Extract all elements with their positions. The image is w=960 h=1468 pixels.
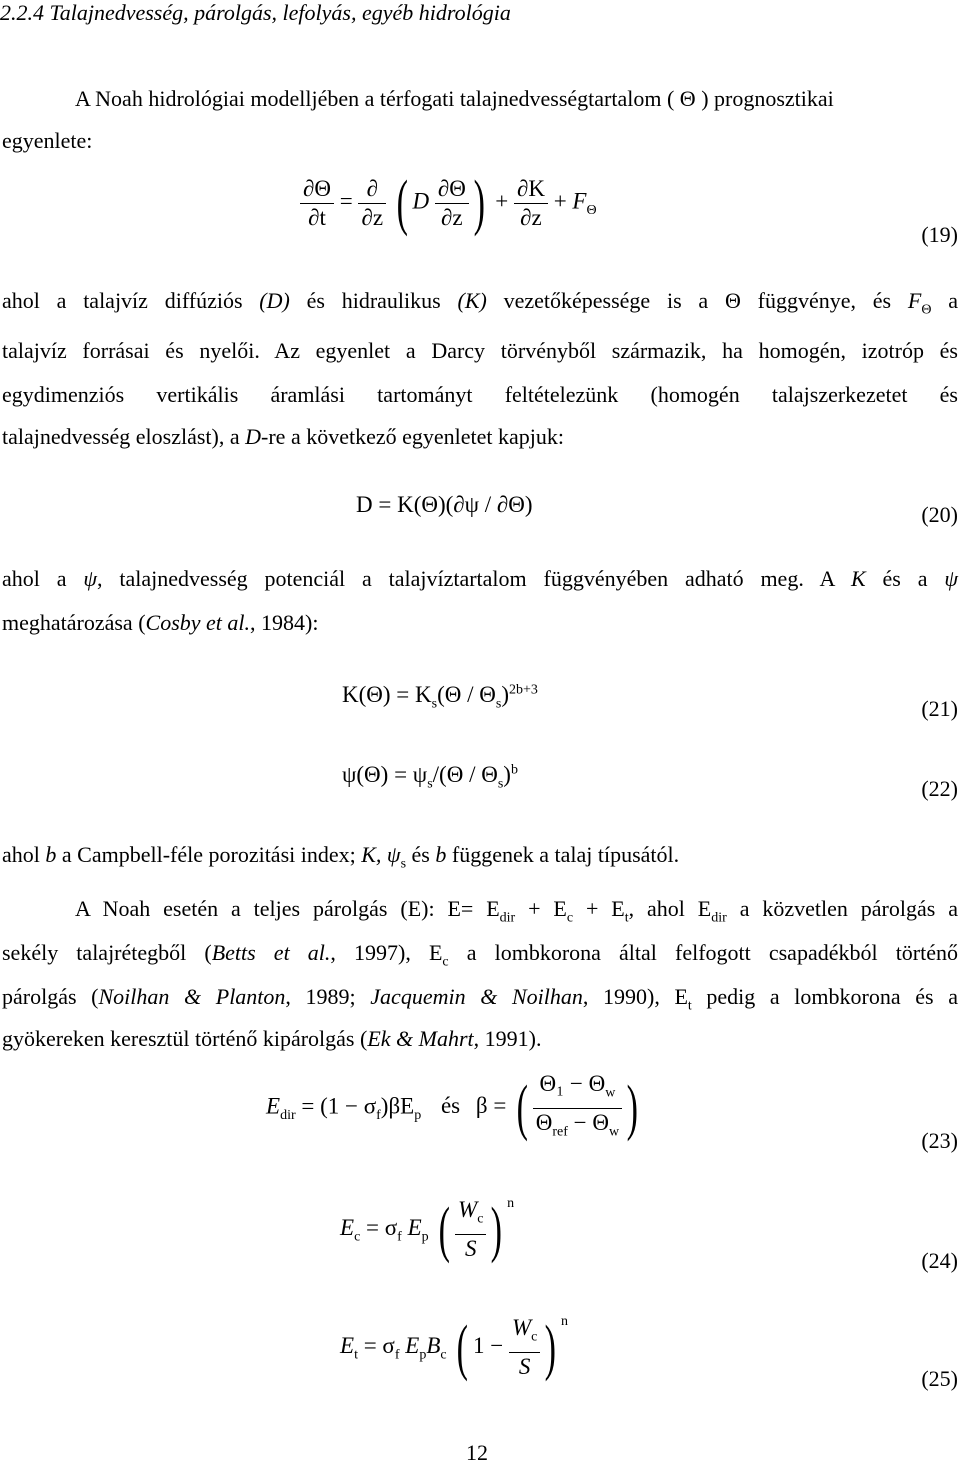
equation-20: D = K(Θ)(∂ψ / ∂Θ) xyxy=(356,492,533,517)
equation-19: $\frac{\partial\Theta}{\partial t}$ = $\frac{\partial}{\partial z}$ ( D $\frac{\partial\Theta}{\partial z}$ ) + $\frac{\partial K}{\partial z}$ + $F_\Theta$ xyxy=(300,172,597,234)
eq24-fraction: $\frac{W_c}{S}$ xyxy=(455,1196,486,1263)
equation-24: $E_c = \sigma_f$ $E_p$ ( $\frac{W_c}{S}$ ) $^n$ xyxy=(340,1195,515,1264)
eq25-fraction: $\frac{W_c}{S}$ xyxy=(509,1314,540,1381)
equation-22-number: (22) xyxy=(921,776,958,801)
paragraph-1-line-1: A Noah hidrológiai modelljében a térfogati talajnedvességtartalom ( Θ ) prognosztikai xyxy=(75,86,834,111)
paragraph-5-line-3: párolgás (Noilhan & Planton, 1989; Jacquemin & Noilhan, 1990), $E_t$ pedig a lombkorona és a xyxy=(2,984,958,1014)
eq23-beta-fraction: $\frac{\Theta_1 - \Theta_w}{\Theta_{ref} - \Theta_w}$ xyxy=(533,1070,622,1146)
paragraph-3-line-1: ahol a ψ, talajnedvesség potenciál a talajvíztartalom függvényében adható meg. A K és a ψ xyxy=(2,566,958,591)
equation-24-number: (24) xyxy=(921,1248,958,1273)
eq19-derivative: $\frac{\partial}{\partial z}$ xyxy=(358,175,386,232)
equation-20-number: (20) xyxy=(921,502,958,527)
paragraph-1-line-2: egyenlete: xyxy=(2,128,93,153)
equation-23: $E_{dir} = (1 - \sigma_f)\beta E_p$ és β = ( $\frac{\Theta_1 - \Theta_w}{\Theta_{ref} - \Theta_w}$ ) xyxy=(266,1070,643,1146)
paragraph-4: ahol b a Campbell-féle porozitási index; K, $\psi_s$ és b függenek a talaj típusától. xyxy=(2,842,680,872)
equation-19-number: (19) xyxy=(921,222,958,247)
equation-23-number: (23) xyxy=(921,1128,958,1153)
eq19-lhs-fraction: $\frac{\partial\Theta}{\partial t}$ xyxy=(300,175,334,232)
paragraph-2-line-1: ahol a talajvíz diffúziós (D) és hidraulikus (K) vezetőképessége is a Θ függvénye, és $F_\Theta$ a xyxy=(2,288,958,318)
page-number: 12 xyxy=(466,1440,488,1465)
equation-25: $E_t = \sigma_f$ $E_pB_c$ ( 1 − $\frac{W_c}{S}$ ) $^n$ xyxy=(340,1313,569,1382)
paragraph-2-line-3: egydimenziós vertikális áramlási tartományt feltételezünk (homogén talajszerkezetet és xyxy=(2,382,958,407)
equation-25-number: (25) xyxy=(921,1366,958,1391)
equation-21-number: (21) xyxy=(921,696,958,721)
paragraph-3-line-2: meghatározása (Cosby et al., 1984): xyxy=(2,610,319,635)
eq19-k-fraction: $\frac{\partial K}{\partial z}$ xyxy=(514,175,548,232)
section-heading: 2.2.4 Talajnedvesség, párolgás, lefolyás, egyéb hidrológia xyxy=(0,0,511,25)
paragraph-5-line-4: gyökereken keresztül történő kipárolgás (Ek & Mahrt, 1991). xyxy=(2,1026,542,1051)
paragraph-2-line-2: talajvíz forrásai és nyelői. Az egyenlet a Darcy törvényből származik, ha homogén, izotróp és xyxy=(2,338,958,363)
paragraph-5-line-1: A Noah esetén a teljes párolgás (E): $E= E_{dir} + E_c + E_t$, ahol $E_{dir}$ a közvetlen párolgás a xyxy=(75,896,958,926)
eq19-inner-fraction: $\frac{\partial\Theta}{\partial z}$ xyxy=(435,175,469,232)
equation-22: $\psi(\Theta) = \psi_s/(\Theta / \Theta_s)^b$ xyxy=(342,762,518,792)
paragraph-2-line-4: talajnedvesség eloszlást), a D-re a következő egyenletet kapjuk: xyxy=(2,424,565,449)
equation-21: $K(\Theta) = K_s(\Theta / \Theta_s)^{2b+3}$ xyxy=(342,682,538,712)
paragraph-5-line-2: sekély talajrétegből (Betts et al., 1997), $E_c$ a lombkorona által felfogott csapadékból történő xyxy=(2,940,959,970)
